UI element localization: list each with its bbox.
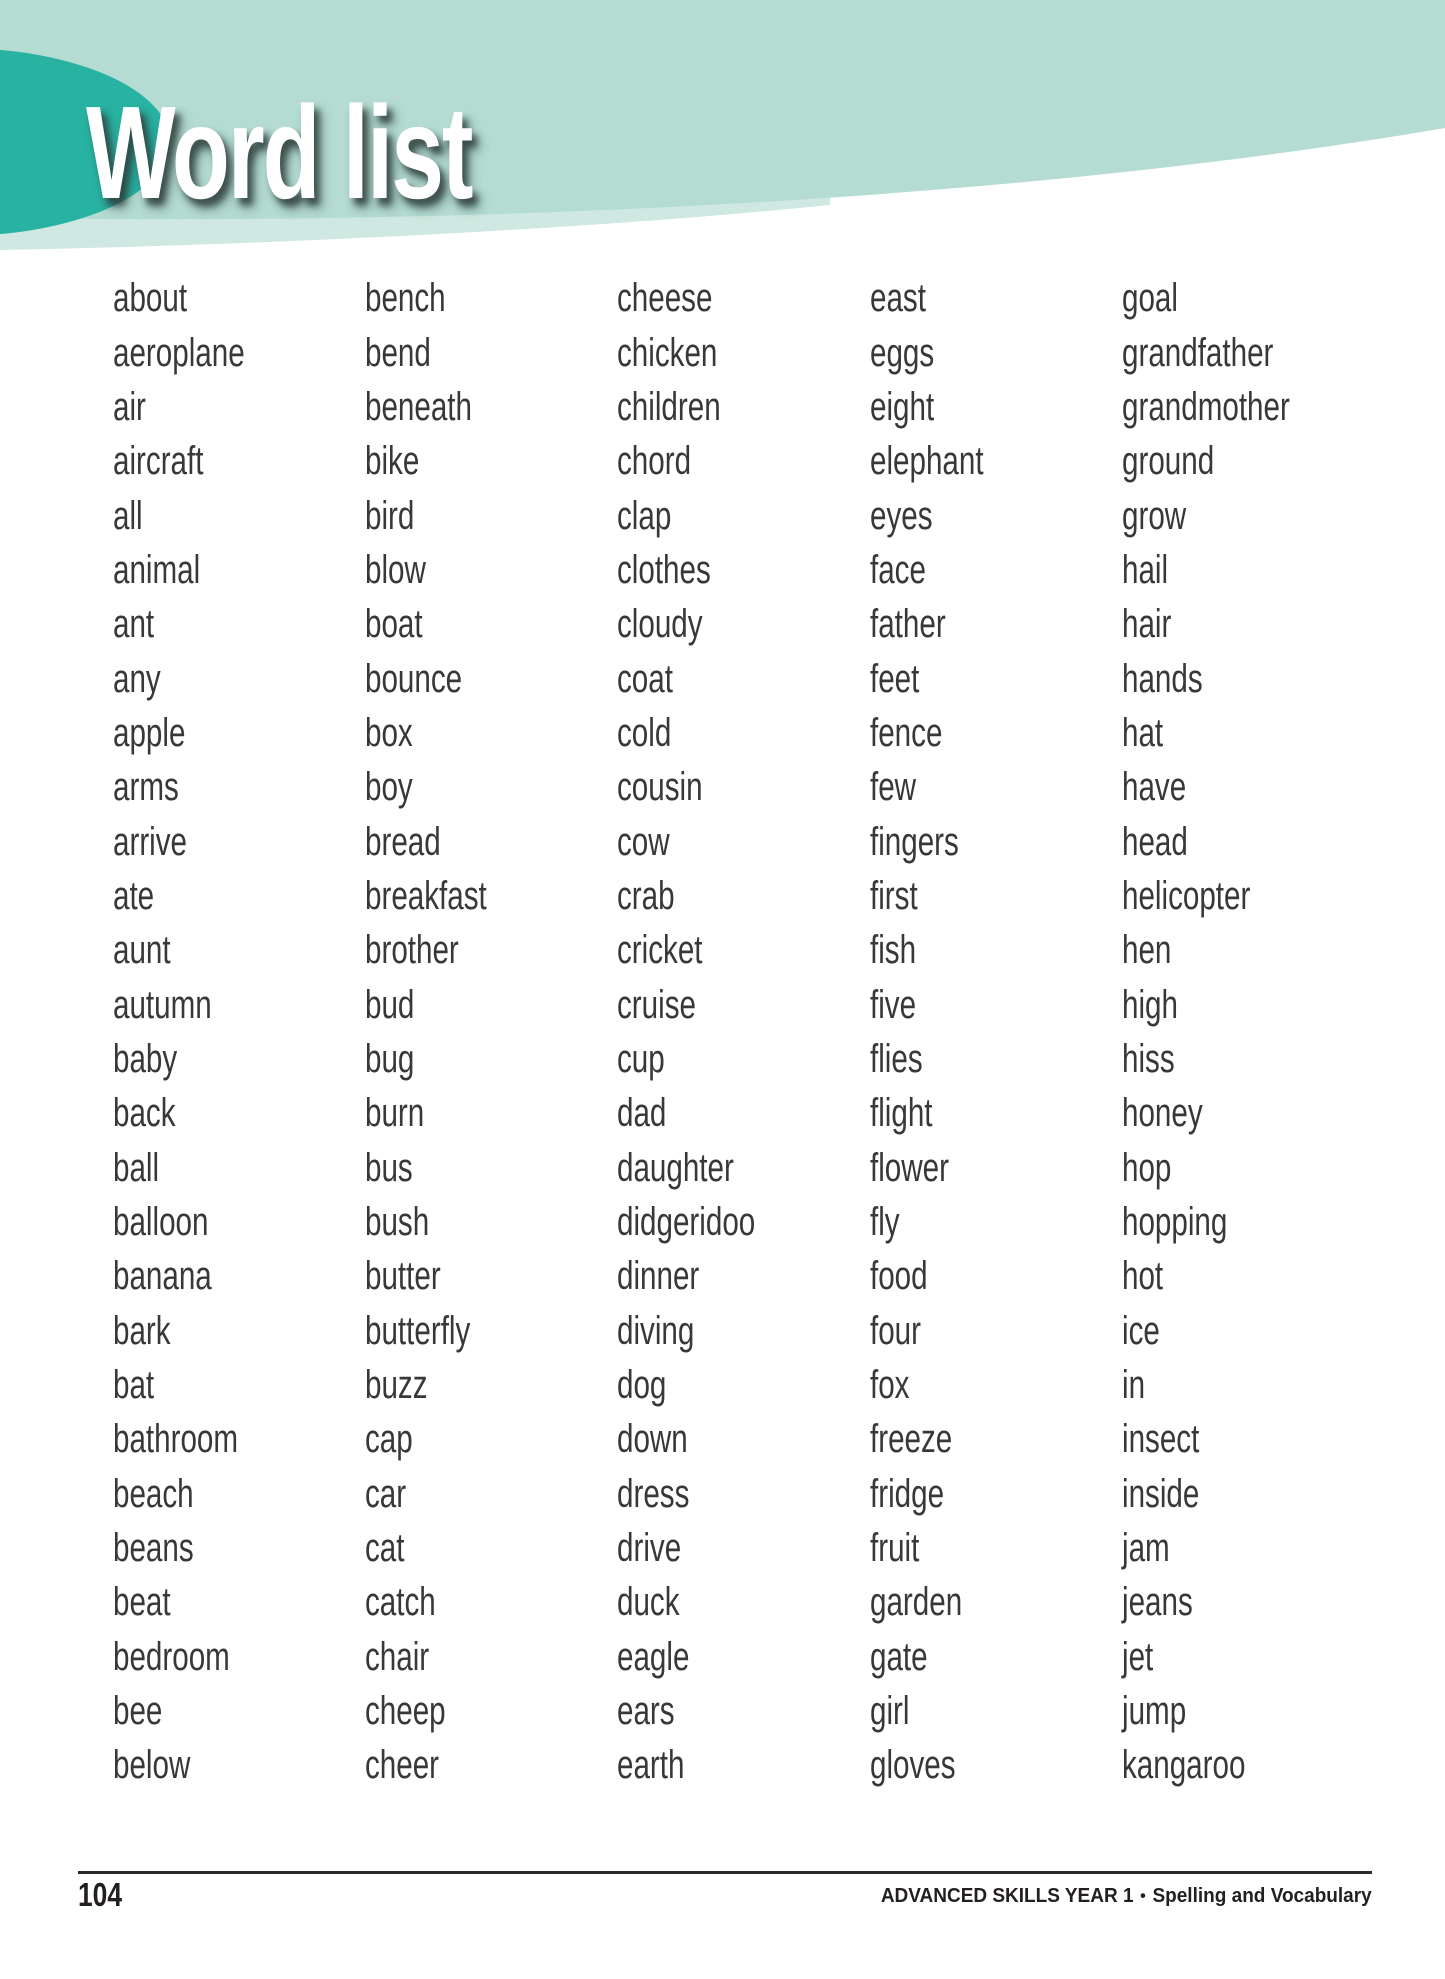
word-item: all (113, 493, 143, 538)
word-column-1 (113, 271, 365, 1793)
word-row (617, 1195, 870, 1249)
word-row (1122, 1467, 1442, 1521)
word-row (617, 1630, 870, 1684)
word-item: cold (617, 710, 672, 755)
word-row (1122, 651, 1442, 705)
word-row (1122, 1575, 1442, 1629)
word-item: autumn (113, 982, 212, 1027)
word-item: chord (617, 439, 692, 484)
word-row (365, 1141, 617, 1195)
bullet-separator-icon: • (1140, 1886, 1147, 1905)
word-row (113, 1630, 365, 1684)
word-row (113, 1195, 365, 1249)
word-row (365, 543, 617, 597)
word-item: bounce (365, 656, 463, 701)
word-row (617, 325, 870, 379)
word-item: few (870, 765, 917, 810)
word-item: bread (365, 819, 441, 864)
word-item: cloudy (617, 602, 703, 647)
word-row (870, 651, 1122, 705)
word-item: cheese (617, 276, 713, 321)
word-row (870, 1521, 1122, 1575)
word-row (113, 1738, 365, 1792)
word-item: high (1122, 982, 1178, 1027)
word-row (1122, 1032, 1442, 1086)
word-item: father (870, 602, 946, 647)
word-item: bend (365, 330, 431, 375)
word-item: have (1122, 765, 1187, 810)
word-item: fridge (870, 1471, 945, 1516)
word-item: catch (365, 1580, 436, 1625)
word-item: cup (617, 1036, 665, 1081)
word-row (870, 923, 1122, 977)
word-row (365, 1249, 617, 1303)
word-row (365, 271, 617, 325)
word-row (1122, 271, 1442, 325)
word-row (617, 760, 870, 814)
word-item: hop (1122, 1145, 1172, 1190)
word-item: dog (617, 1363, 667, 1408)
word-item: aircraft (113, 439, 204, 484)
word-item: eggs (870, 330, 935, 375)
word-item: buzz (365, 1363, 428, 1408)
word-row (365, 597, 617, 651)
word-row (113, 1412, 365, 1466)
word-column-3 (617, 271, 870, 1793)
word-item: air (113, 384, 146, 429)
word-row (365, 1412, 617, 1466)
word-item: ball (113, 1145, 160, 1190)
word-row (113, 1467, 365, 1521)
word-row (1122, 1304, 1442, 1358)
word-row (1122, 1086, 1442, 1140)
word-row (113, 325, 365, 379)
word-item: east (870, 276, 926, 321)
word-row (113, 1521, 365, 1575)
word-item: feet (870, 656, 920, 701)
word-item: cheep (365, 1689, 446, 1734)
word-item: below (113, 1743, 191, 1788)
word-item: fruit (870, 1526, 920, 1571)
word-row (365, 1304, 617, 1358)
word-item: four (870, 1308, 922, 1353)
word-row (870, 869, 1122, 923)
word-item: ground (1122, 439, 1215, 484)
word-item: hen (1122, 928, 1172, 973)
word-item: dinner (617, 1254, 700, 1299)
word-item: cap (365, 1417, 413, 1462)
word-column-5 (1122, 271, 1442, 1793)
word-row (617, 1358, 870, 1412)
word-item: freeze (870, 1417, 953, 1462)
word-row (1122, 380, 1442, 434)
word-row (365, 488, 617, 542)
word-item: fly (870, 1200, 900, 1245)
word-row (870, 1195, 1122, 1249)
word-item: balloon (113, 1200, 209, 1245)
word-item: crab (617, 873, 675, 918)
word-item: bug (365, 1036, 415, 1081)
word-item: gate (870, 1634, 928, 1679)
word-row (870, 1738, 1122, 1792)
word-row (870, 1358, 1122, 1412)
word-row (365, 923, 617, 977)
word-row (870, 271, 1122, 325)
word-row (365, 1467, 617, 1521)
word-item: flies (870, 1036, 923, 1081)
word-row (870, 1684, 1122, 1738)
word-item: cat (365, 1526, 405, 1571)
word-row (617, 706, 870, 760)
word-item: down (617, 1417, 688, 1462)
word-row (617, 488, 870, 542)
word-item: grow (1122, 493, 1187, 538)
word-row (1122, 1141, 1442, 1195)
word-item: flight (870, 1091, 933, 1136)
word-item: dad (617, 1091, 667, 1136)
word-row (617, 923, 870, 977)
word-row (113, 380, 365, 434)
word-row (870, 1249, 1122, 1303)
word-item: grandmother (1122, 384, 1290, 429)
word-row (365, 1630, 617, 1684)
word-item: gloves (870, 1743, 956, 1788)
word-item: ate (113, 873, 155, 918)
word-row (617, 1521, 870, 1575)
word-row (617, 869, 870, 923)
word-row (1122, 977, 1442, 1031)
word-row (1122, 543, 1442, 597)
word-item: in (1122, 1363, 1146, 1408)
word-item: fish (870, 928, 917, 973)
word-row (617, 814, 870, 868)
word-column-2 (365, 271, 617, 1793)
word-item: bat (113, 1363, 155, 1408)
word-item: butter (365, 1254, 441, 1299)
word-row (113, 1358, 365, 1412)
header-banner (0, 0, 1445, 260)
word-row (113, 1575, 365, 1629)
word-item: grandfather (1122, 330, 1274, 375)
word-row (870, 325, 1122, 379)
word-item: hopping (1122, 1200, 1228, 1245)
word-item: apple (113, 710, 186, 755)
word-row (870, 380, 1122, 434)
word-item: arrive (113, 819, 188, 864)
word-row (113, 1141, 365, 1195)
word-item: fox (870, 1363, 910, 1408)
word-item: aeroplane (113, 330, 245, 375)
word-item: boat (365, 602, 423, 647)
word-item: helicopter (1122, 873, 1251, 918)
word-item: duck (617, 1580, 680, 1625)
word-item: ice (1122, 1308, 1160, 1353)
word-row (1122, 814, 1442, 868)
word-item: jump (1122, 1689, 1187, 1734)
word-item: burn (365, 1091, 425, 1136)
word-item: bedroom (113, 1634, 230, 1679)
word-row (365, 760, 617, 814)
word-column-4 (870, 271, 1122, 1793)
word-item: fence (870, 710, 943, 755)
word-item: cousin (617, 765, 703, 810)
word-item: back (113, 1091, 176, 1136)
word-row (113, 597, 365, 651)
word-row (617, 1141, 870, 1195)
word-item: goal (1122, 276, 1178, 321)
word-item: box (365, 710, 413, 755)
word-item: beat (113, 1580, 171, 1625)
word-item: eight (870, 384, 935, 429)
word-item: bike (365, 439, 420, 484)
word-item: didgeridoo (617, 1200, 756, 1245)
word-row (365, 380, 617, 434)
word-row (1122, 1630, 1442, 1684)
word-item: daughter (617, 1145, 734, 1190)
word-item: cruise (617, 982, 696, 1027)
word-row (365, 1086, 617, 1140)
word-row (617, 380, 870, 434)
word-row (617, 1575, 870, 1629)
word-item: blow (365, 547, 426, 592)
word-item: boy (365, 765, 413, 810)
word-row (870, 543, 1122, 597)
word-item: honey (1122, 1091, 1203, 1136)
word-row (617, 651, 870, 705)
word-row (113, 543, 365, 597)
word-item: beach (113, 1471, 194, 1516)
word-row (617, 597, 870, 651)
word-row (113, 488, 365, 542)
word-row (617, 434, 870, 488)
word-row (1122, 1358, 1442, 1412)
word-item: any (113, 656, 161, 701)
word-item: cheer (365, 1743, 440, 1788)
page-number: 104 (78, 1876, 123, 1913)
word-item: chair (365, 1634, 430, 1679)
word-item: inside (1122, 1471, 1200, 1516)
word-row (365, 706, 617, 760)
word-row (870, 488, 1122, 542)
word-item: bee (113, 1689, 163, 1734)
word-row (365, 977, 617, 1031)
word-item: ant (113, 602, 155, 647)
word-item: banana (113, 1254, 212, 1299)
word-item: kangaroo (1122, 1743, 1246, 1788)
word-item: hiss (1122, 1036, 1175, 1081)
footer-rule (78, 1871, 1372, 1874)
word-item: beneath (365, 384, 472, 429)
word-row (113, 1086, 365, 1140)
word-item: coat (617, 656, 673, 701)
word-row (365, 1684, 617, 1738)
word-item: bathroom (113, 1417, 239, 1462)
word-row (365, 651, 617, 705)
word-row (1122, 1738, 1442, 1792)
word-item: flower (870, 1145, 949, 1190)
word-item: brother (365, 928, 459, 973)
word-row (113, 706, 365, 760)
word-row (1122, 1684, 1442, 1738)
word-item: jam (1122, 1526, 1170, 1571)
footer-credit (881, 1884, 1372, 1908)
word-row (617, 1412, 870, 1466)
word-row (113, 923, 365, 977)
word-row (617, 977, 870, 1031)
word-row (1122, 434, 1442, 488)
word-row (365, 1575, 617, 1629)
word-item: ears (617, 1689, 675, 1734)
word-item: fingers (870, 819, 959, 864)
word-row (1122, 706, 1442, 760)
word-item: food (870, 1254, 928, 1299)
word-item: car (365, 1471, 407, 1516)
word-row (870, 1304, 1122, 1358)
word-row (870, 434, 1122, 488)
word-row (113, 651, 365, 705)
word-item: dress (617, 1471, 690, 1516)
word-item: butterfly (365, 1308, 471, 1353)
word-row (870, 706, 1122, 760)
word-item: arms (113, 765, 179, 810)
word-row (870, 977, 1122, 1031)
word-row (113, 434, 365, 488)
word-row (870, 1630, 1122, 1684)
word-row (1122, 1195, 1442, 1249)
word-row (365, 869, 617, 923)
word-item: earth (617, 1743, 685, 1788)
word-row (1122, 1249, 1442, 1303)
word-row (113, 1304, 365, 1358)
word-item: five (870, 982, 917, 1027)
word-item: jeans (1122, 1580, 1193, 1625)
word-item: animal (113, 547, 201, 592)
word-item: garden (870, 1580, 963, 1625)
word-row (617, 1086, 870, 1140)
word-row (617, 271, 870, 325)
word-item: face (870, 547, 926, 592)
word-row (365, 814, 617, 868)
word-row (617, 1467, 870, 1521)
word-item: chicken (617, 330, 718, 375)
word-row (1122, 488, 1442, 542)
word-item: bush (365, 1200, 430, 1245)
word-row (617, 1249, 870, 1303)
word-row (113, 869, 365, 923)
word-row (365, 1032, 617, 1086)
word-item: breakfast (365, 873, 487, 918)
word-row (365, 1738, 617, 1792)
word-item: baby (113, 1036, 178, 1081)
word-row (365, 1195, 617, 1249)
word-row (113, 760, 365, 814)
word-item: eyes (870, 493, 933, 538)
word-row (113, 1684, 365, 1738)
word-row (617, 1304, 870, 1358)
footer-series: ADVANCED SKILLS YEAR 1 (881, 1885, 1134, 1907)
word-item: about (113, 276, 188, 321)
word-grid (113, 271, 1442, 1793)
word-row (113, 271, 365, 325)
word-item: bird (365, 493, 415, 538)
word-item: children (617, 384, 721, 429)
word-item: cow (617, 819, 670, 864)
word-row (113, 977, 365, 1031)
word-row (365, 1358, 617, 1412)
word-row (870, 1412, 1122, 1466)
word-row (870, 597, 1122, 651)
word-row (365, 1521, 617, 1575)
word-item: drive (617, 1526, 682, 1571)
word-row (1122, 597, 1442, 651)
word-item: beans (113, 1526, 194, 1571)
word-item: elephant (870, 439, 984, 484)
page-title: Word list (86, 79, 472, 226)
word-item: girl (870, 1689, 910, 1734)
word-row (617, 1032, 870, 1086)
word-row (1122, 1521, 1442, 1575)
word-item: hair (1122, 602, 1172, 647)
word-item: hot (1122, 1254, 1164, 1299)
word-row (365, 434, 617, 488)
word-item: bench (365, 276, 446, 321)
word-row (870, 1575, 1122, 1629)
word-item: clothes (617, 547, 711, 592)
word-item: aunt (113, 928, 171, 973)
word-item: eagle (617, 1634, 690, 1679)
word-row (870, 760, 1122, 814)
word-row (870, 1141, 1122, 1195)
word-item: hands (1122, 656, 1203, 701)
word-row (365, 325, 617, 379)
word-row (870, 1467, 1122, 1521)
word-row (1122, 760, 1442, 814)
word-row (617, 1684, 870, 1738)
word-item: first (870, 873, 918, 918)
word-item: cricket (617, 928, 703, 973)
word-row (1122, 869, 1442, 923)
word-item: head (1122, 819, 1188, 864)
word-item: bark (113, 1308, 171, 1353)
word-row (870, 814, 1122, 868)
word-row (870, 1086, 1122, 1140)
word-row (617, 1738, 870, 1792)
word-item: bud (365, 982, 415, 1027)
word-row (617, 543, 870, 597)
footer-subject: Spelling and Vocabulary (1152, 1885, 1372, 1907)
word-row (870, 1032, 1122, 1086)
word-row (113, 814, 365, 868)
word-item: bus (365, 1145, 413, 1190)
word-item: hat (1122, 710, 1164, 755)
word-row (113, 1249, 365, 1303)
word-row (1122, 325, 1442, 379)
word-item: clap (617, 493, 672, 538)
word-item: jet (1122, 1634, 1154, 1679)
word-row (1122, 923, 1442, 977)
word-item: hail (1122, 547, 1169, 592)
word-item: diving (617, 1308, 695, 1353)
word-row (1122, 1412, 1442, 1466)
word-item: insect (1122, 1417, 1200, 1462)
word-row (113, 1032, 365, 1086)
